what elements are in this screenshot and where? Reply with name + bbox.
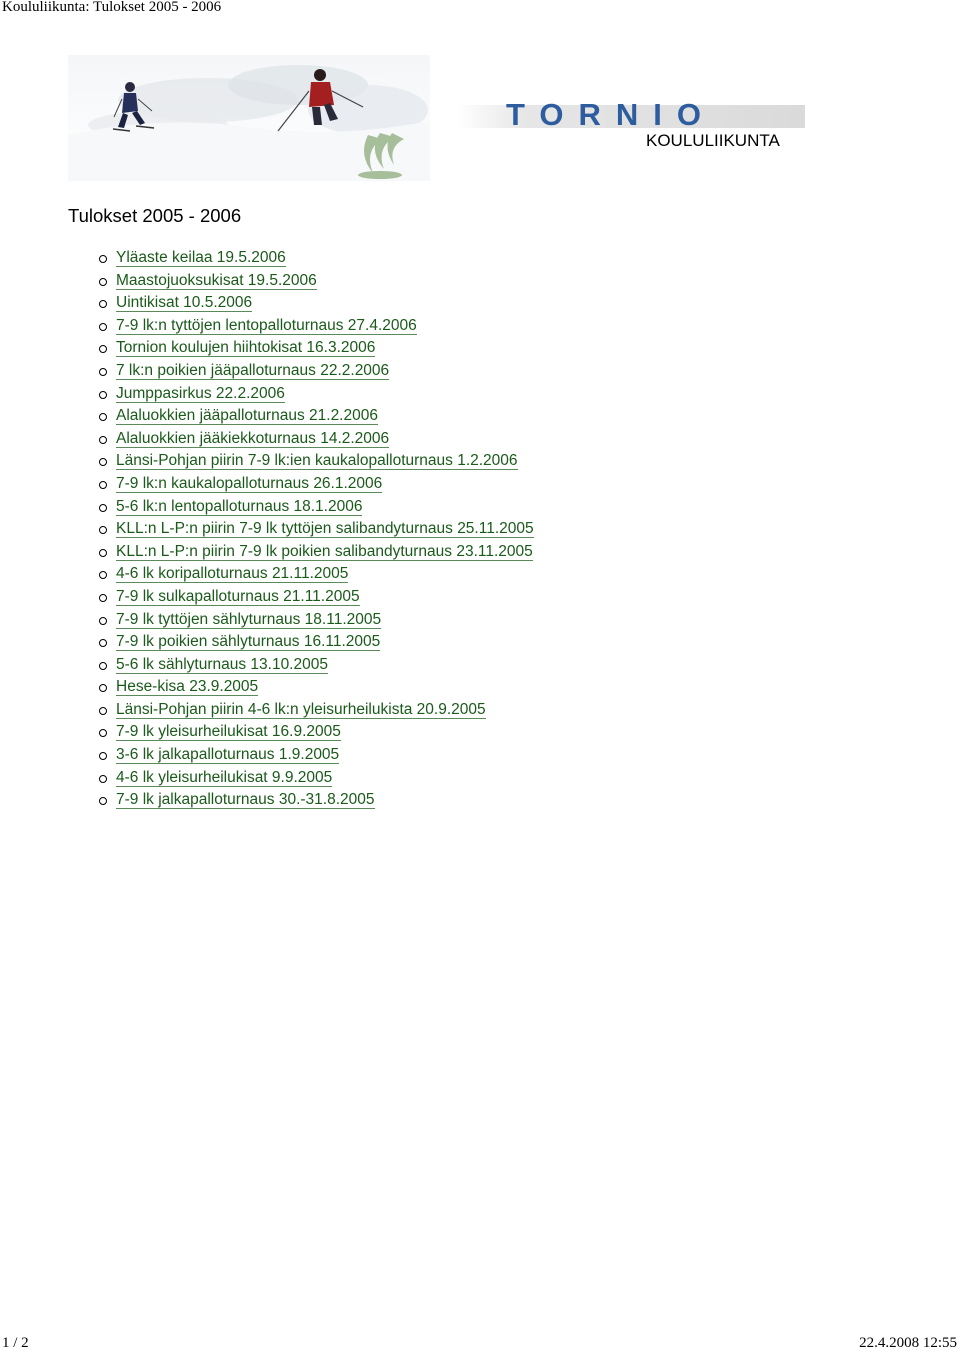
bullet-icon (99, 345, 107, 353)
bullet-icon (99, 729, 107, 737)
result-link[interactable]: Uintikisat 10.5.2006 (116, 294, 253, 312)
bullet-icon (99, 752, 107, 760)
result-link[interactable]: Alaluokkien jääkiekkoturnaus 14.2.2006 (116, 429, 390, 447)
result-link[interactable]: 7-9 lk:n tyttöjen lentopalloturnaus 27.4.2006 (116, 316, 417, 334)
bullet-icon (99, 617, 107, 625)
list-item (96, 609, 534, 632)
list-item (96, 541, 534, 564)
bullet-icon (99, 481, 107, 489)
result-link[interactable]: Hese-kisa 23.9.2005 (116, 678, 259, 696)
result-link[interactable]: 3-6 lk jalkapalloturnaus 1.9.2005 (116, 746, 340, 764)
bullet-icon (99, 300, 107, 308)
result-link[interactable]: 7-9 lk tyttöjen sählyturnaus 18.11.2005 (116, 610, 382, 628)
bullet-icon (99, 775, 107, 783)
list-item (96, 721, 534, 744)
list-item (96, 699, 534, 722)
brand-subtitle: KOULULIIKUNTA (646, 131, 780, 150)
result-link[interactable]: 5-6 lk:n lentopalloturnaus 18.1.2006 (116, 497, 363, 515)
bullet-icon (99, 662, 107, 670)
bullet-icon (99, 504, 107, 512)
bullet-icon (99, 458, 107, 466)
list-item (96, 315, 534, 338)
bullet-icon (99, 526, 107, 534)
result-link[interactable]: KLL:n L-P:n piirin 7-9 lk tyttöjen salibandyturnaus 25.11.2005 (116, 520, 534, 538)
list-item (96, 360, 534, 383)
bullet-icon (99, 594, 107, 602)
list-item (96, 631, 534, 654)
list-item (96, 473, 534, 496)
bullet-icon (99, 436, 107, 444)
results-list (96, 247, 534, 812)
result-link[interactable]: Alaluokkien jääpalloturnaus 21.2.2006 (116, 407, 378, 425)
tornio-logo: TORNIO (506, 97, 716, 132)
list-item (96, 563, 534, 586)
list-item (96, 292, 534, 315)
bullet-icon (99, 368, 107, 376)
bullet-icon (99, 707, 107, 715)
result-link[interactable]: 7-9 lk:n kaukalopalloturnaus 26.1.2006 (116, 474, 383, 492)
list-item (96, 247, 534, 270)
result-link[interactable]: 7-9 lk jalkapalloturnaus 30.-31.8.2005 (116, 791, 375, 809)
page-indicator: 1 / 2 (2, 1335, 29, 1351)
bullet-icon (99, 549, 107, 557)
list-item (96, 744, 534, 767)
printed-timestamp: 22.4.2008 12:55 (859, 1335, 957, 1351)
bullet-icon (99, 391, 107, 399)
list-item (96, 676, 534, 699)
list-item (96, 586, 534, 609)
bullet-icon (99, 413, 107, 421)
result-link[interactable]: 7-9 lk yleisurheilukisat 16.9.2005 (116, 723, 341, 741)
list-item (96, 518, 534, 541)
result-link[interactable]: 4-6 lk yleisurheilukisat 9.9.2005 (116, 768, 333, 786)
result-link[interactable]: Maastojuoksukisat 19.5.2006 (116, 271, 317, 289)
list-item (96, 428, 534, 451)
result-link[interactable]: 7-9 lk poikien sählyturnaus 16.11.2005 (116, 633, 381, 651)
result-link[interactable]: Tornion koulujen hiihtokisat 16.3.2006 (116, 339, 376, 357)
page-title: Tulokset 2005 - 2006 (68, 205, 242, 226)
result-link[interactable]: Länsi-Pohjan piirin 4-6 lk:n yleisurheilukista 20.9.2005 (116, 700, 486, 718)
result-link[interactable]: Länsi-Pohjan piirin 7-9 lk:ien kaukalopalloturnaus 1.2.2006 (116, 452, 518, 470)
bullet-icon (99, 278, 107, 286)
list-item (96, 450, 534, 473)
result-link[interactable]: 4-6 lk koripalloturnaus 21.11.2005 (116, 565, 349, 583)
print-header-title: Koululiikunta: Tulokset 2005 - 2006 (2, 0, 222, 15)
result-link[interactable]: 5-6 lk sählyturnaus 13.10.2005 (116, 655, 328, 673)
bullet-icon (99, 571, 107, 579)
result-link[interactable]: 7-9 lk sulkapalloturnaus 21.11.2005 (116, 587, 360, 605)
bullet-icon (99, 797, 107, 805)
list-item (96, 767, 534, 790)
list-item (96, 789, 534, 812)
list-item (96, 383, 534, 406)
bullet-icon (99, 255, 107, 263)
list-item (96, 337, 534, 360)
skiers-banner-image (68, 55, 430, 181)
bullet-icon (99, 639, 107, 647)
list-item (96, 496, 534, 519)
result-link[interactable]: KLL:n L-P:n piirin 7-9 lk poikien salibandyturnaus 23.11.2005 (116, 542, 533, 560)
bullet-icon (99, 684, 107, 692)
result-link[interactable]: Jumppasirkus 22.2.2006 (116, 384, 285, 402)
list-item (96, 405, 534, 428)
result-link[interactable]: Yläaste keilaa 19.5.2006 (116, 249, 286, 266)
list-item (96, 654, 534, 677)
bullet-icon (99, 323, 107, 331)
list-item (96, 270, 534, 293)
result-link[interactable]: 7 lk:n poikien jääpalloturnaus 22.2.2006 (116, 361, 390, 379)
